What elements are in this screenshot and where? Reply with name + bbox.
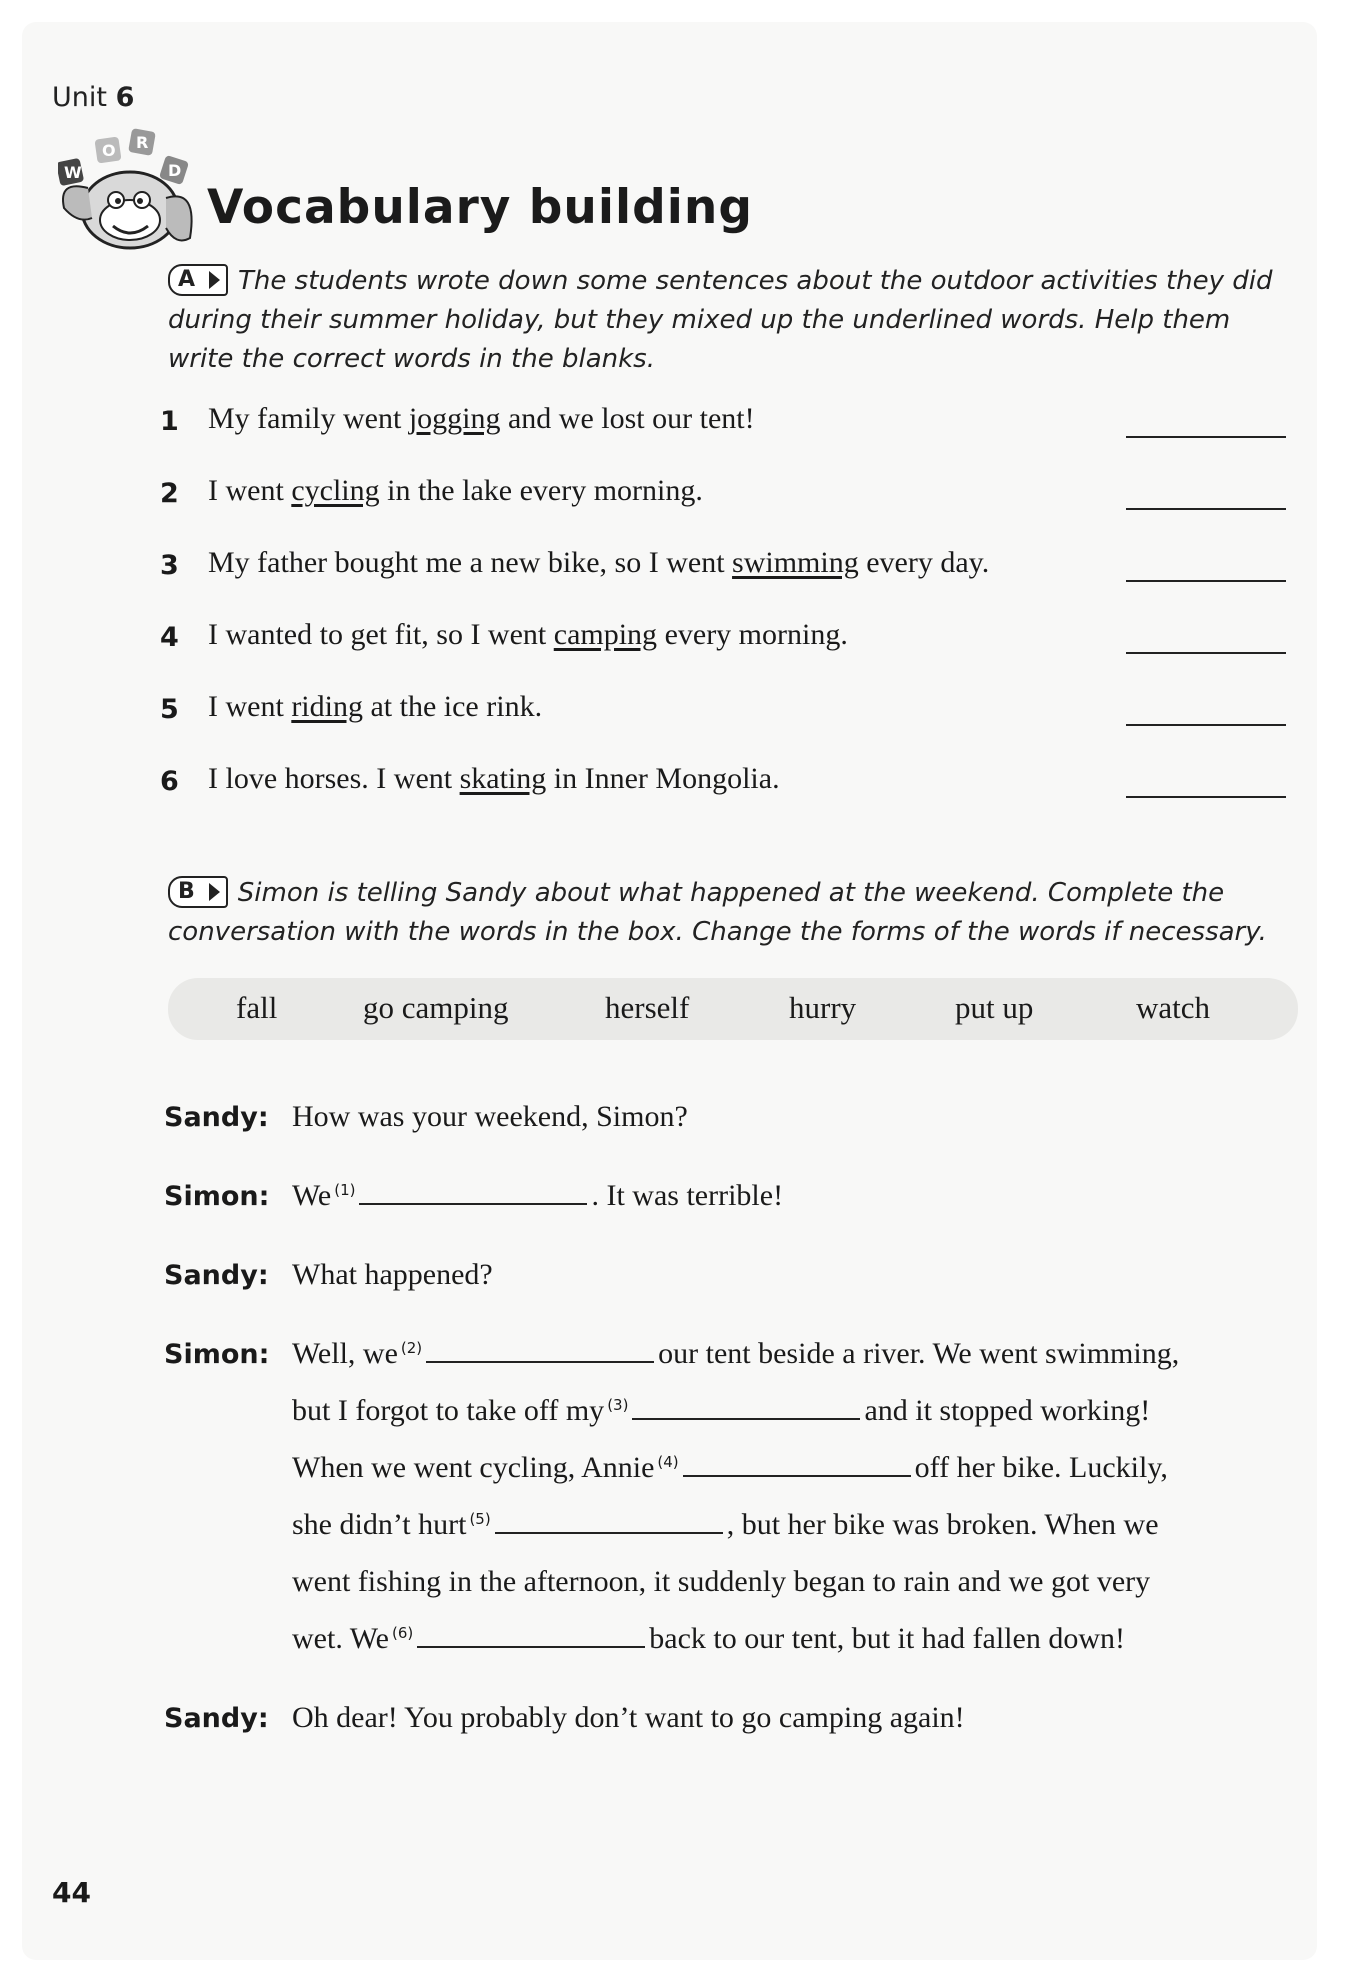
page-number: 44	[52, 1876, 91, 1909]
section-a-instruction-text: The students wrote down some sentences about the outdoor activities they did during their summer holiday, but they mixed up the underlined words. Help them write the correct words in the blanks.	[168, 266, 1273, 374]
dialogue-line: How was your weekend, Simon?	[292, 1100, 688, 1133]
item-sentence	[208, 402, 755, 436]
sentence-start: I love horses. I went	[208, 762, 460, 795]
section-b-badge	[168, 876, 228, 908]
unit-word: Unit	[52, 82, 107, 113]
sentence-start: I went	[208, 474, 292, 507]
sentence-end: every morning.	[657, 618, 848, 651]
dialogue-line: went fishing in the afternoon, it suddenly began to rain and we got very	[292, 1565, 1151, 1598]
page-title: Vocabulary building	[207, 180, 753, 235]
sentence-start: I went	[208, 690, 292, 723]
answer-blank[interactable]	[359, 1179, 587, 1205]
item-number: 2	[160, 478, 179, 509]
speaker-label: Sandy:	[164, 1703, 269, 1734]
blank-number: (2)	[400, 1339, 423, 1357]
unit-number: 6	[115, 82, 135, 113]
item-sentence	[208, 690, 542, 724]
dialogue-line	[292, 1337, 1179, 1371]
item-sentence	[208, 546, 989, 580]
line-text: she didn’t hurt	[292, 1508, 467, 1541]
line-text: wet. We	[292, 1622, 390, 1655]
sentence-end: and we lost our tent!	[500, 402, 755, 435]
line-text: We	[292, 1179, 332, 1212]
line-text: but I forgot to take off my	[292, 1394, 605, 1427]
play-arrow-icon	[209, 883, 220, 901]
item-sentence	[208, 618, 848, 652]
line-text: Well, we	[292, 1337, 398, 1370]
dialogue-line: Oh dear! You probably don’t want to go camping again!	[292, 1701, 965, 1734]
speaker-label: Simon:	[164, 1181, 270, 1212]
word-box-item: watch	[1136, 990, 1211, 1025]
sentence-end: every day.	[858, 546, 990, 579]
dialogue-line	[292, 1508, 1159, 1542]
list-item	[160, 762, 1290, 806]
answer-blank[interactable]	[426, 1337, 654, 1363]
item-number: 4	[160, 622, 179, 653]
unit-label	[52, 82, 134, 113]
section-b-instruction-text: Simon is telling Sandy about what happened at the weekend. Complete the conversation with the words in the box. Change the forms of the words if necessary.	[168, 878, 1267, 947]
word-box-item: herself	[605, 990, 690, 1025]
blank-number: (1)	[334, 1181, 356, 1199]
logo-letter-r: R	[136, 133, 149, 152]
section-a-badge	[168, 264, 228, 296]
list-item	[160, 618, 1290, 662]
line-text: our tent beside a river. We went swimming,	[658, 1337, 1180, 1370]
underlined-word: camping	[553, 618, 658, 651]
speaker-label: Simon:	[164, 1339, 270, 1370]
answer-blank[interactable]	[1126, 580, 1286, 582]
sentence-start: My family went	[208, 402, 409, 435]
item-number: 5	[160, 694, 179, 725]
sentence-end: in the lake every morning.	[379, 474, 703, 507]
dialogue-line: What happened?	[292, 1258, 493, 1291]
answer-blank[interactable]	[1126, 724, 1286, 726]
line-text: and it stopped working!	[864, 1394, 1151, 1427]
word-box-item: put up	[955, 990, 1034, 1025]
item-sentence	[208, 762, 780, 796]
line-text: , but her bike was broken. When we	[726, 1508, 1159, 1541]
answer-blank[interactable]	[1126, 652, 1286, 654]
word-mascot-logo-icon	[58, 128, 208, 258]
section-b-badge-letter: B	[178, 879, 195, 904]
answer-blank[interactable]	[683, 1451, 911, 1477]
answer-blank[interactable]	[495, 1508, 723, 1534]
underlined-word: cycling	[291, 474, 380, 507]
dialogue-line	[292, 1622, 1125, 1656]
logo-letter-w: W	[64, 163, 82, 182]
sentence-end: at the ice rink.	[362, 690, 543, 723]
item-number: 3	[160, 550, 179, 581]
line-text: back to our tent, but it had fallen down!	[649, 1622, 1125, 1655]
speaker-label: Sandy:	[164, 1102, 269, 1133]
answer-blank[interactable]	[1126, 508, 1286, 510]
underlined-word: skating	[459, 762, 547, 795]
answer-blank[interactable]	[632, 1394, 860, 1420]
section-a-instruction	[168, 262, 1278, 379]
item-number: 1	[160, 406, 179, 437]
sentence-start: I wanted to get fit, so I went	[208, 618, 554, 651]
section-a-badge-letter: A	[178, 267, 196, 292]
word-box-item: go camping	[363, 990, 509, 1025]
section-b-instruction	[168, 874, 1278, 952]
list-item	[160, 690, 1290, 734]
dialogue-line	[292, 1451, 1168, 1485]
list-item	[160, 402, 1290, 446]
line-text: When we went cycling, Annie	[292, 1451, 655, 1484]
underlined-word: jogging	[408, 402, 501, 435]
blank-number: (4)	[657, 1453, 679, 1471]
word-box-item: hurry	[789, 990, 857, 1025]
dialogue-line	[292, 1179, 783, 1213]
word-box	[168, 978, 1298, 1040]
list-item	[160, 546, 1290, 590]
item-number: 6	[160, 766, 179, 797]
dialogue-line	[292, 1394, 1150, 1428]
answer-blank[interactable]	[1126, 436, 1286, 438]
sentence-start: My father bought me a new bike, so I went	[208, 546, 733, 579]
logo-letter-o: O	[102, 141, 116, 160]
speaker-label: Sandy:	[164, 1260, 269, 1291]
underlined-word: riding	[291, 690, 363, 723]
item-sentence	[208, 474, 703, 508]
underlined-word: swimming	[732, 546, 859, 579]
list-item	[160, 474, 1290, 518]
blank-number: (3)	[607, 1396, 629, 1414]
line-text: off her bike. Luckily,	[914, 1451, 1168, 1484]
line-text: . It was terrible!	[591, 1179, 784, 1212]
answer-blank[interactable]	[417, 1622, 645, 1648]
sentence-end: in Inner Mongolia.	[546, 762, 780, 795]
blank-number: (5)	[469, 1510, 491, 1528]
blank-number: (6)	[392, 1624, 414, 1642]
answer-blank[interactable]	[1126, 796, 1286, 798]
play-arrow-icon	[209, 271, 220, 289]
logo-letter-d: D	[168, 161, 182, 180]
word-box-item: fall	[236, 990, 278, 1025]
